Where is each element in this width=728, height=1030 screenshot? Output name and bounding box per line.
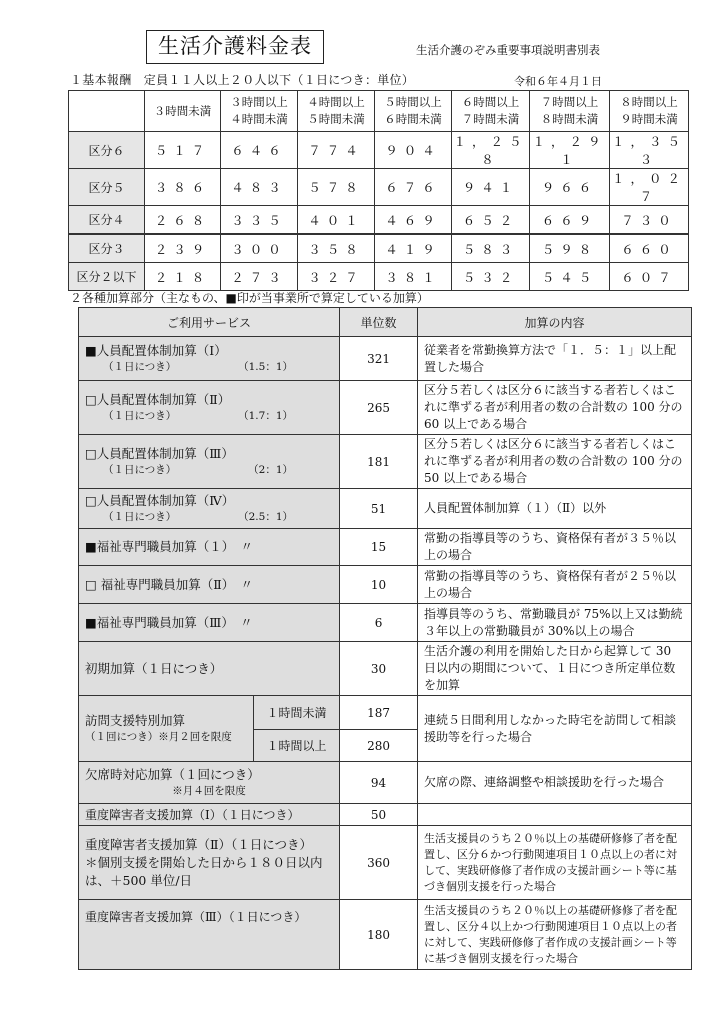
fee-cell: ２１８ xyxy=(145,263,221,291)
units-cell: 10 xyxy=(340,566,418,604)
units-cell: 6 xyxy=(340,604,418,642)
severe3-desc: 生活支援員のうち２０％以上の基礎研修修了者を配置し、区分４以上かつ行動関連項目１０点以上の者に対して、実践研修修了者作成の支援計画シート等に基づき個別支援を行った場合 xyxy=(418,900,692,970)
desc-cell: 指導員等のうち、常勤職員が 75%以上又は勤続３年以上の常勤職員が 30%以上の場合 xyxy=(418,604,692,642)
service-name: □人員配置体制加算（Ⅱ） xyxy=(85,392,231,407)
service-cell xyxy=(79,489,340,529)
visit-support-desc: 連続５日間利用しなかった時宅を訪問して相談援助等を行った場合 xyxy=(418,696,692,762)
table-row xyxy=(79,642,692,696)
column-header: ４時間以上 ５時間未満 xyxy=(298,91,375,132)
fee-cell: ２３９ xyxy=(145,234,221,263)
fee-cell: ５３２ xyxy=(452,263,530,291)
fee-cell: ６６９ xyxy=(530,206,610,235)
table-row xyxy=(69,132,689,169)
basic-fee-table xyxy=(68,90,689,291)
service-cell xyxy=(79,435,340,489)
visit-support-note: （１回につき）※月２回を限度 xyxy=(85,731,232,743)
service-sub xyxy=(85,409,333,424)
row-label: 区分２以下 xyxy=(69,263,145,291)
page-title: 生活介護料金表 xyxy=(146,30,324,64)
column-header: ３時間以上 ４時間未満 xyxy=(221,91,298,132)
severe1-desc xyxy=(418,804,692,826)
units-cell: 51 xyxy=(340,489,418,529)
table-row xyxy=(79,804,692,826)
fee-cell: ３３５ xyxy=(221,206,298,235)
effective-date: 令和６年４月１日 xyxy=(514,75,602,88)
fee-cell: ６０７ xyxy=(610,263,689,291)
units-cell: 321 xyxy=(340,337,418,381)
service-cell xyxy=(79,604,340,642)
header-desc: 加算の内容 xyxy=(418,308,692,337)
section1-heading: １基本報酬 定員１１人以上２０人以下（１日につき：単位） xyxy=(70,73,415,87)
table-row xyxy=(79,604,692,642)
row-label: 区分４ xyxy=(69,206,145,235)
visit-option-under-1h: １時間未満 xyxy=(254,696,340,730)
fee-cell: ３００ xyxy=(221,234,298,263)
severe2-name: 重度障害者支援加算（Ⅱ）（１日につき） xyxy=(85,836,312,852)
fee-cell: １，２９１ xyxy=(530,132,610,169)
fee-cell: ３２７ xyxy=(298,263,375,291)
additions-table xyxy=(78,307,692,970)
fee-cell: ３８１ xyxy=(375,263,452,291)
fee-cell: ６７６ xyxy=(375,169,452,206)
units-cell: 265 xyxy=(340,381,418,435)
desc-cell: 生活介護の利用を開始した日から起算して 30 日以内の期間について、１日につき所定単位数を加算 xyxy=(418,642,692,696)
fee-cell: ２６８ xyxy=(145,206,221,235)
service-sub xyxy=(85,360,333,375)
fee-cell: ７３０ xyxy=(610,206,689,235)
visit-units-under-1h: 187 xyxy=(340,696,418,730)
absence-name: 欠席時対応加算（１回につき） xyxy=(85,767,260,782)
row-label: 区分３ xyxy=(69,234,145,263)
service-name: ■福祉専門職員加算（Ⅲ） 〃 xyxy=(85,614,253,630)
desc-cell: 区分５若しくは区分６に該当する者若しくはこれに準ずる者が利用者の数の合計数の 100 分の 50 以上である場合 xyxy=(418,435,692,489)
table-row xyxy=(69,263,689,291)
desc-cell: 常勤の指導員等のうち、資格保有者が２５％以上の場合 xyxy=(418,566,692,604)
severe1-name: 重度障害者支援加算（Ⅰ）（１日につき） xyxy=(79,804,340,826)
service-name: ■人員配置体制加算（Ⅰ） xyxy=(85,343,227,358)
service-sub xyxy=(85,510,333,525)
table-row xyxy=(69,169,689,206)
absence-desc: 欠席の際、連絡調整や相談援助を行った場合 xyxy=(418,762,692,804)
service-ratio: （1.5：1） xyxy=(238,361,294,373)
column-header: ６時間以上 ７時間未満 xyxy=(452,91,530,132)
table-row xyxy=(79,900,692,970)
service-cell xyxy=(79,529,340,566)
corner-cell xyxy=(69,91,145,132)
severe2-note: ＊個別支援を開始した日から１８０日以内は、＋500 単位/日 xyxy=(85,854,323,888)
visit-option-over-1h: １時間以上 xyxy=(254,730,340,762)
section2-heading: ２各種加算部分（主なもの、■印が当事業所で算定している加算） xyxy=(70,291,429,305)
table-row xyxy=(79,696,692,730)
severe2-cell xyxy=(79,826,340,900)
service-per-day: （１日につき） xyxy=(103,410,177,422)
desc-cell: 人員配置体制加算（１）（Ⅱ）以外 xyxy=(418,489,692,529)
fee-cell: ９６６ xyxy=(530,169,610,206)
desc-cell: 従業者を常勤換算方法で「１．５：１」以上配置した場合 xyxy=(418,337,692,381)
fee-cell: ５１７ xyxy=(145,132,221,169)
service-cell xyxy=(79,381,340,435)
basic-fee-header-row xyxy=(69,91,689,132)
absence-cell xyxy=(79,762,340,804)
fee-cell: ２７３ xyxy=(221,263,298,291)
severe1-units: 50 xyxy=(340,804,418,826)
fee-cell: ３８６ xyxy=(145,169,221,206)
fee-cell: ５７８ xyxy=(298,169,375,206)
service-per-day: （１日につき） xyxy=(103,511,177,523)
column-header: ５時間以上 ６時間未満 xyxy=(375,91,452,132)
document-subtitle: 生活介護のぞみ重要事項説明書別表 xyxy=(416,43,600,57)
table-row xyxy=(79,381,692,435)
service-name: □ 福祉専門職員加算（Ⅱ） 〃 xyxy=(85,576,254,592)
column-header: ７時間以上 ８時間未満 xyxy=(530,91,610,132)
table-row xyxy=(69,234,689,263)
table-row xyxy=(79,762,692,804)
fee-cell: ４０１ xyxy=(298,206,375,235)
table-row xyxy=(79,566,692,604)
service-sub xyxy=(85,463,333,478)
service-cell xyxy=(79,642,340,696)
fee-cell: ５９８ xyxy=(530,234,610,263)
table-row xyxy=(69,206,689,235)
row-label: 区分５ xyxy=(69,169,145,206)
fee-cell: ４６９ xyxy=(375,206,452,235)
table-row xyxy=(79,529,692,566)
fee-cell: ５８３ xyxy=(452,234,530,263)
fee-cell: ９４１ xyxy=(452,169,530,206)
service-ratio: （2：1） xyxy=(248,464,294,476)
column-header: ８時間以上 ９時間未満 xyxy=(610,91,689,132)
fee-cell: １，０２７ xyxy=(610,169,689,206)
service-cell xyxy=(79,337,340,381)
severe3-units: 180 xyxy=(340,900,418,970)
service-name: □人員配置体制加算（Ⅳ） xyxy=(85,493,235,508)
fee-cell: ６４６ xyxy=(221,132,298,169)
fee-cell: ６５２ xyxy=(452,206,530,235)
fee-cell: ７７４ xyxy=(298,132,375,169)
units-cell: 30 xyxy=(340,642,418,696)
visit-support-name: 訪問支援特別加算 xyxy=(85,713,186,728)
service-cell xyxy=(79,566,340,604)
service-name: □人員配置体制加算（Ⅲ） xyxy=(85,446,234,461)
service-per-day: （１日につき） xyxy=(103,464,177,476)
fee-cell: ４１９ xyxy=(375,234,452,263)
table-row xyxy=(79,489,692,529)
service-ratio: （2.5：1） xyxy=(238,511,294,523)
severe2-units: 360 xyxy=(340,826,418,900)
fee-cell: ６６０ xyxy=(610,234,689,263)
service-name: 初期加算（１日につき） xyxy=(85,660,223,676)
table-row xyxy=(79,826,692,900)
service-name: ■福祉専門職員加算（１） 〃 xyxy=(85,539,254,554)
fee-cell: ３５８ xyxy=(298,234,375,263)
fee-cell: ９０４ xyxy=(375,132,452,169)
table-row xyxy=(79,435,692,489)
additions-header-row xyxy=(79,308,692,337)
service-per-day: （１日につき） xyxy=(103,361,177,373)
header-units: 単位数 xyxy=(340,308,418,337)
units-cell: 181 xyxy=(340,435,418,489)
service-ratio: （1.7：1） xyxy=(238,410,294,422)
fee-cell: ４８３ xyxy=(221,169,298,206)
absence-note: ※月４回を限度 xyxy=(172,785,246,797)
units-cell: 15 xyxy=(340,529,418,566)
table-row xyxy=(79,337,692,381)
desc-cell: 常勤の指導員等のうち、資格保有者が３５％以上の場合 xyxy=(418,529,692,566)
header-service: ご利用サービス xyxy=(79,308,340,337)
absence-units: 94 xyxy=(340,762,418,804)
fee-cell: １，２５８ xyxy=(452,132,530,169)
fee-cell: １，３５３ xyxy=(610,132,689,169)
visit-units-over-1h: 280 xyxy=(340,730,418,762)
severe2-desc: 生活支援員のうち２０％以上の基礎研修修了者を配置し、区分６かつ行動関連項目１０点以上の者に対して、実践研修修了者作成の支援計画シート等に基づき個別支援を行った場合 xyxy=(418,826,692,900)
severe3-name: 重度障害者支援加算（Ⅲ）（１日につき） xyxy=(79,900,340,970)
desc-cell: 区分５若しくは区分６に該当する者若しくはこれに準ずる者が利用者の数の合計数の 100 分の 60 以上である場合 xyxy=(418,381,692,435)
row-label: 区分６ xyxy=(69,132,145,169)
column-header: ３時間未満 xyxy=(145,91,221,132)
fee-cell: ５４５ xyxy=(530,263,610,291)
visit-support-cell xyxy=(79,696,254,762)
